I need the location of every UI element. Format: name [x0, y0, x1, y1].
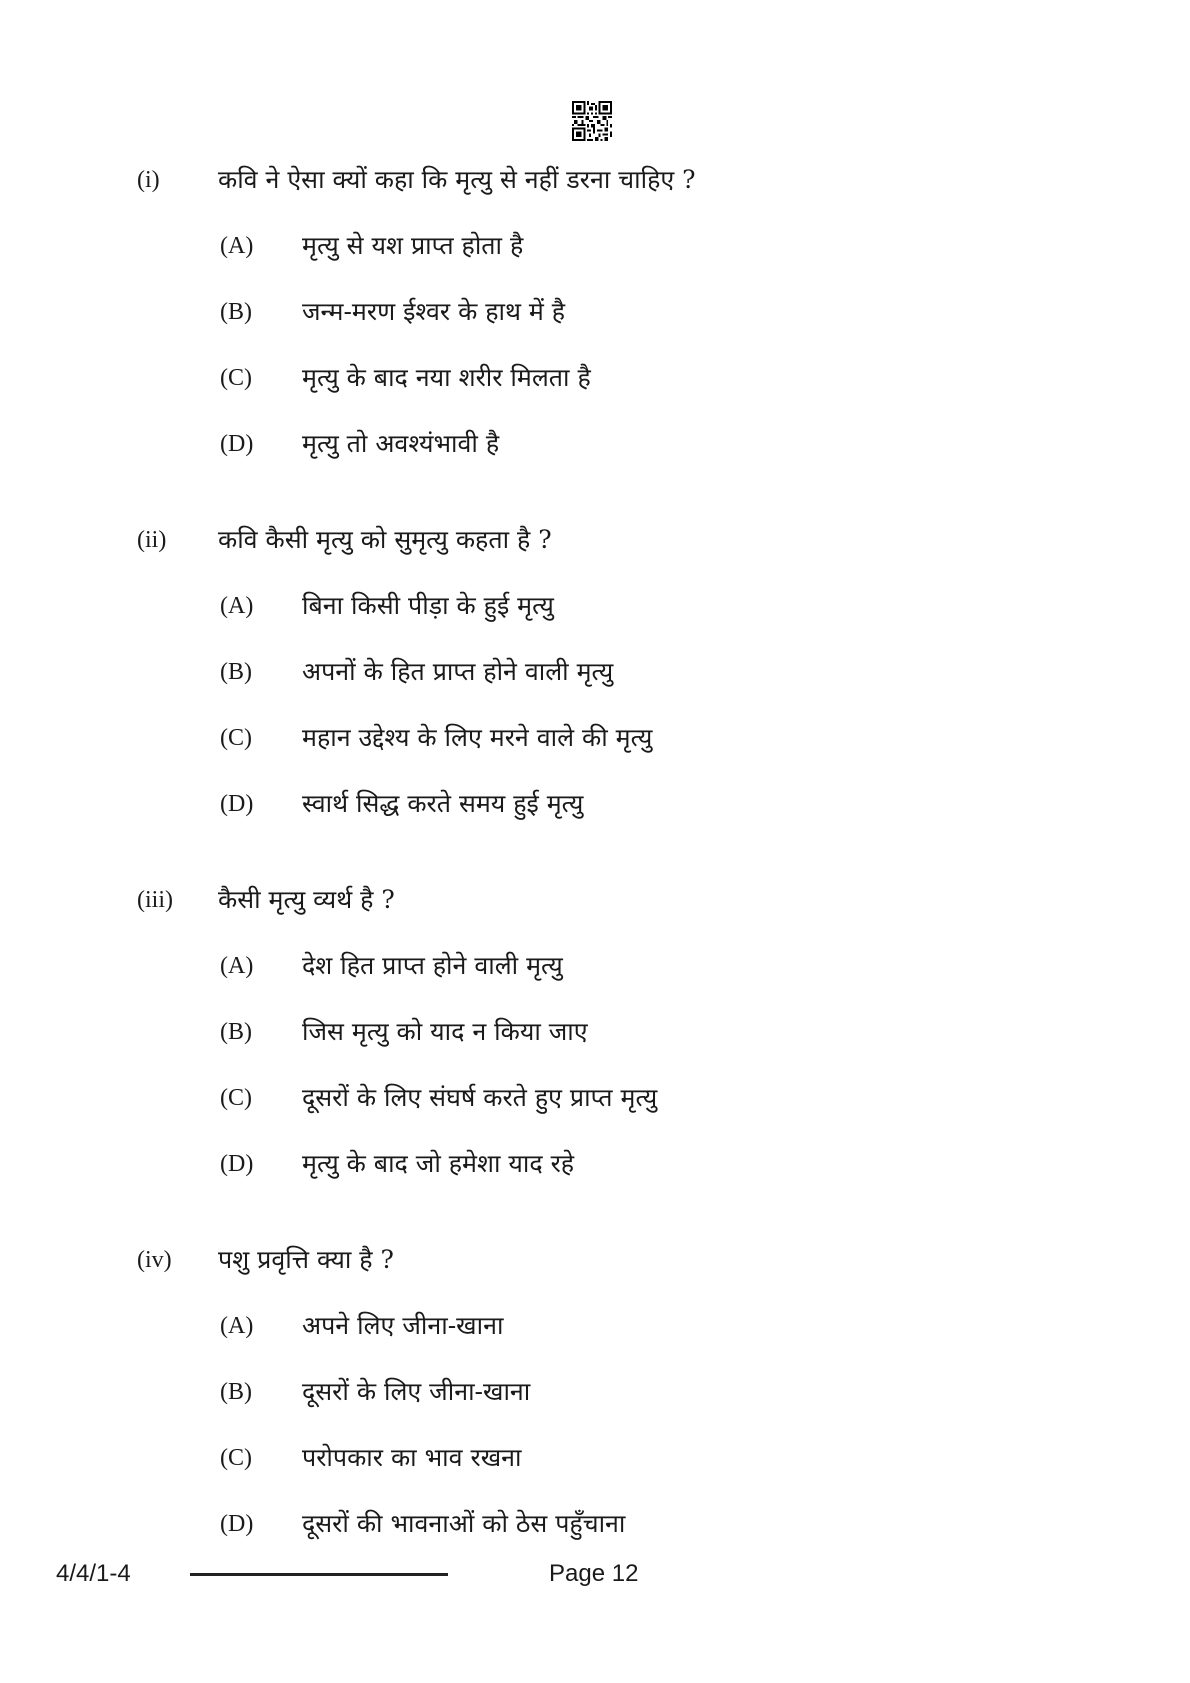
question-text: पशु प्रवृत्ति क्या है ? — [218, 1245, 394, 1274]
option-label: (A) — [220, 593, 254, 619]
option-label: (B) — [220, 1379, 252, 1405]
option-text: मृत्यु तो अवश्यंभावी है — [302, 429, 500, 458]
option-label: (D) — [220, 1151, 254, 1177]
option-text: दूसरों के लिए संघर्ष करते हुए प्राप्त मृत्यु — [302, 1083, 658, 1112]
option-label: (D) — [220, 791, 254, 817]
option-text: मृत्यु से यश प्राप्त होता है — [302, 231, 524, 260]
option-a — [0, 226, 1190, 266]
option-d — [0, 424, 1190, 464]
option-a — [0, 1306, 1190, 1346]
question-text: कवि ने ऐसा क्यों कहा कि मृत्यु से नहीं डरना चाहिए ? — [218, 165, 696, 194]
option-label: (B) — [220, 659, 252, 685]
option-c — [0, 358, 1190, 398]
option-b — [0, 1012, 1190, 1052]
option-label: (B) — [220, 1019, 252, 1045]
option-label: (C) — [220, 365, 252, 391]
option-text: देश हित प्राप्त होने वाली मृत्यु — [302, 951, 563, 980]
option-text: जिस मृत्यु को याद न किया जाए — [302, 1017, 588, 1046]
option-text: जन्म-मरण ईश्वर के हाथ में है — [302, 297, 566, 326]
option-text: दूसरों के लिए जीना-खाना — [302, 1377, 531, 1406]
question-number: (ii) — [137, 527, 167, 553]
option-label: (C) — [220, 1445, 252, 1471]
option-label: (A) — [220, 1313, 254, 1339]
option-label: (B) — [220, 299, 252, 325]
option-label: (C) — [220, 725, 252, 751]
option-text: बिना किसी पीड़ा के हुई मृत्यु — [302, 591, 554, 620]
qr-code-icon — [572, 101, 612, 141]
option-text: अपने लिए जीना-खाना — [302, 1311, 504, 1340]
option-d — [0, 1144, 1190, 1184]
question-text: कैसी मृत्यु व्यर्थ है ? — [218, 885, 395, 914]
question-number: (i) — [137, 167, 160, 193]
option-d — [0, 784, 1190, 824]
option-b — [0, 1372, 1190, 1412]
page-number: Page 12 — [549, 1560, 639, 1587]
option-label: (A) — [220, 233, 254, 259]
option-c — [0, 1078, 1190, 1118]
option-label: (D) — [220, 1511, 254, 1537]
option-text: परोपकार का भाव रखना — [302, 1443, 522, 1472]
option-b — [0, 652, 1190, 692]
question-number: (iv) — [137, 1247, 172, 1273]
footer-divider — [190, 1573, 448, 1576]
question-number: (iii) — [137, 887, 173, 913]
option-c — [0, 718, 1190, 758]
option-text: मृत्यु के बाद नया शरीर मिलता है — [302, 363, 591, 392]
option-text: मृत्यु के बाद जो हमेशा याद रहे — [302, 1149, 575, 1178]
option-a — [0, 586, 1190, 626]
option-label: (D) — [220, 431, 254, 457]
option-text: दूसरों की भावनाओं को ठेस पहुँचाना — [302, 1509, 626, 1538]
question-text: कवि कैसी मृत्यु को सुमृत्यु कहता है ? — [218, 525, 552, 554]
option-text: स्वार्थ सिद्ध करते समय हुई मृत्यु — [302, 789, 584, 818]
option-label: (A) — [220, 953, 254, 979]
option-text: महान उद्देश्य के लिए मरने वाले की मृत्यु — [302, 723, 653, 752]
option-a — [0, 946, 1190, 986]
option-b — [0, 292, 1190, 332]
paper-code: 4/4/1-4 — [56, 1560, 131, 1587]
option-text: अपनों के हित प्राप्त होने वाली मृत्यु — [302, 657, 614, 686]
option-label: (C) — [220, 1085, 252, 1111]
option-d — [0, 1504, 1190, 1544]
option-c — [0, 1438, 1190, 1478]
